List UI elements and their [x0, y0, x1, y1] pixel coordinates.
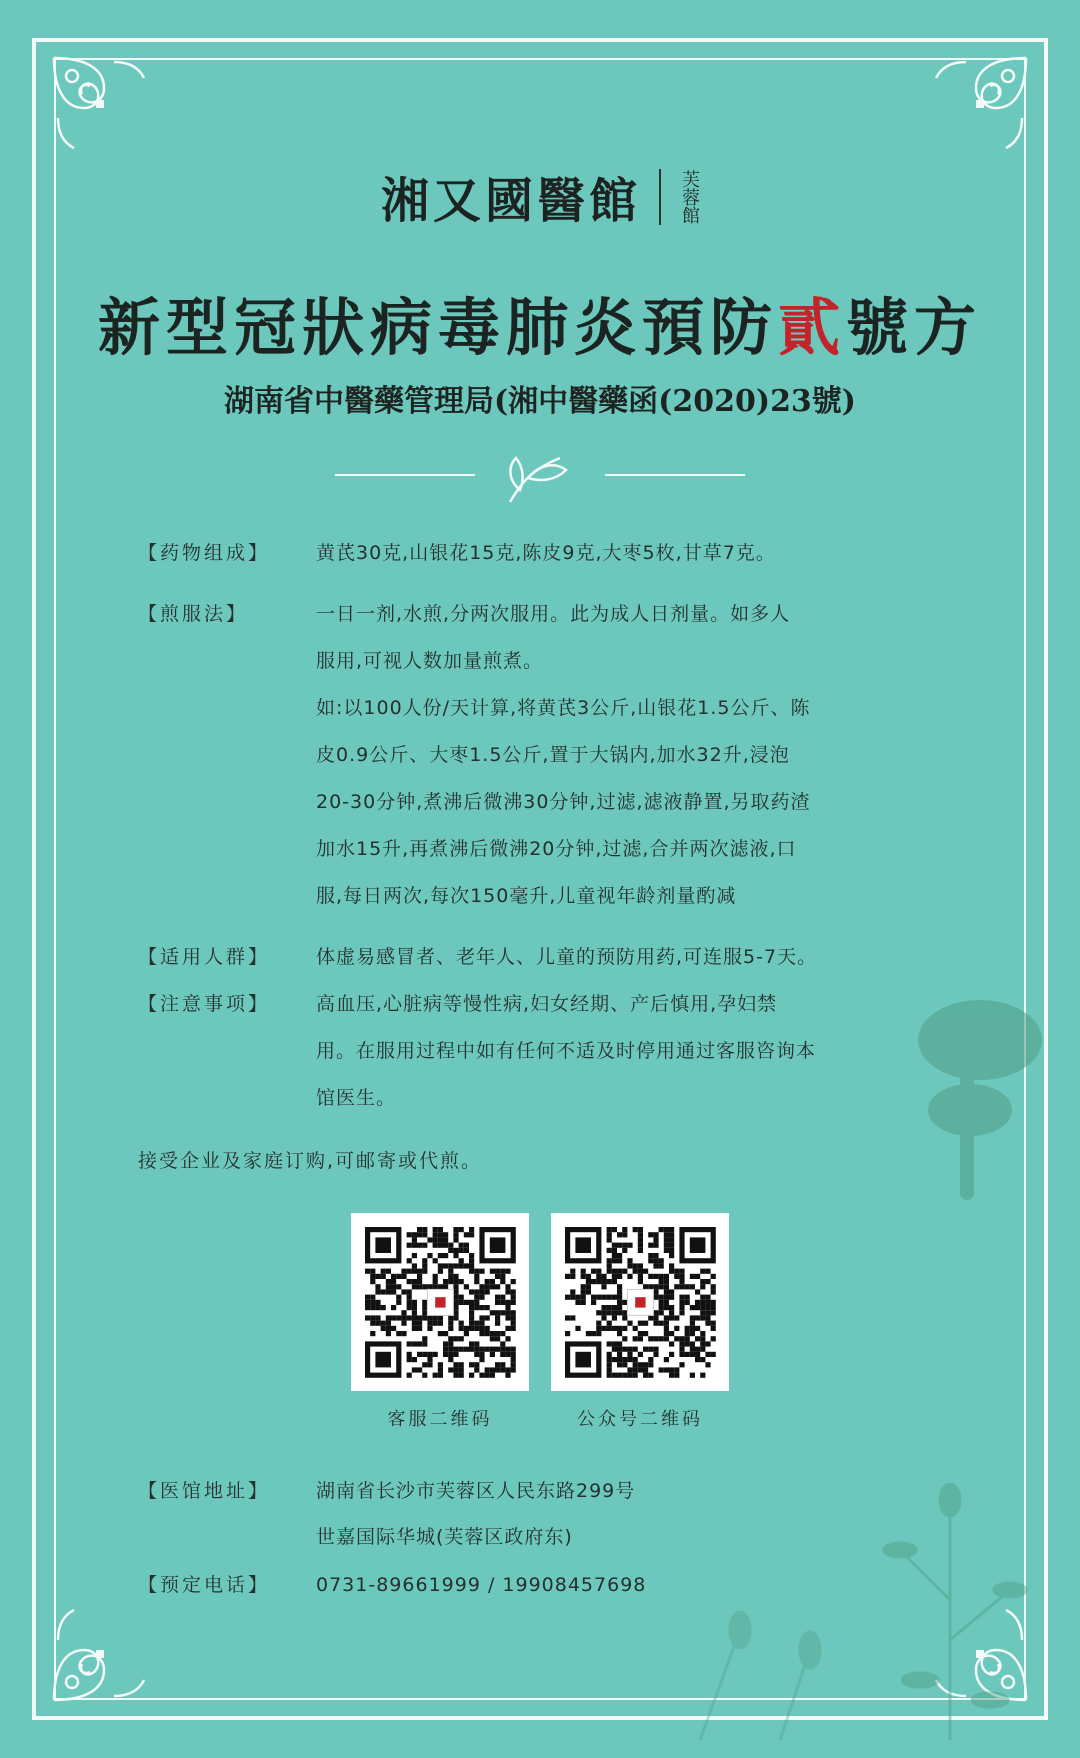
- decoction-text: [316, 591, 950, 920]
- decoction-line: 服,每日两次,每次150毫升,儿童视年龄剂量酌减: [316, 885, 737, 907]
- address-text: [316, 1468, 950, 1560]
- brand-name: 湘又國醫館: [380, 173, 641, 229]
- cautions-label: 【注意事项】: [138, 993, 271, 1015]
- decoction-line: 加水15升,再煮沸后微沸20分钟,过滤,合并两次滤液,口: [316, 838, 797, 860]
- decoction-line: 服用,可视人数加量煎煮。: [316, 650, 544, 672]
- qr-code-group: [0, 1213, 1080, 1431]
- phone-label: 【预定电话】: [138, 1574, 271, 1596]
- page-title: [0, 278, 1080, 367]
- decoction-line: 20-30分钟,煮沸后微沸30分钟,过滤,滤液静置,另取药渣: [316, 791, 811, 813]
- address-line: 湖南省长沙市芙蓉区人民东路299号: [316, 1480, 636, 1502]
- corner-ornament-icon: [44, 1590, 164, 1710]
- herb-plant-icon: [660, 1610, 860, 1740]
- brand-logo: [0, 162, 1080, 231]
- ingredients-text: 黄芪30克,山银花15克,陈皮9克,大枣5枚,甘草7克。: [316, 542, 776, 564]
- decoction-line: 皮0.9公斤、大枣1.5公斤,置于大锅内,加水32升,浸泡: [316, 744, 790, 766]
- qr-code-icon[interactable]: [551, 1213, 729, 1391]
- address-row: [138, 1468, 950, 1560]
- title-text-after: 號方: [846, 291, 983, 364]
- suitable-label: 【适用人群】: [138, 946, 271, 968]
- ingredients-label: 【药物组成】: [138, 542, 271, 564]
- herb-sprig-icon: [510, 458, 566, 502]
- cautions-row: [138, 981, 950, 1122]
- suitable-text: 体虚易感冒者、老年人、儿童的预防用药,可连服5-7天。: [316, 946, 818, 968]
- corner-ornament-icon: [44, 48, 164, 168]
- contact-info: [138, 1468, 950, 1608]
- cautions-line: 高血压,心脏病等慢性病,妇女经期、产后慎用,孕妇禁: [316, 993, 778, 1015]
- official-account-qr[interactable]: [551, 1213, 729, 1431]
- cautions-line: 用。在服用过程中如有任何不适及时停用通过客服咨询本: [316, 1040, 817, 1062]
- page-subtitle: 湖南省中醫藥管理局(湘中醫藥函(2020)23號): [223, 384, 857, 419]
- corner-ornament-icon: [916, 48, 1036, 168]
- cautions-text: [316, 981, 950, 1122]
- address-line: 世嘉国际华城(芙蓉区政府东): [316, 1526, 573, 1548]
- decoction-label: 【煎服法】: [138, 603, 249, 625]
- qr-caption: 公众号二维码: [577, 1409, 703, 1430]
- customer-service-qr[interactable]: [351, 1213, 529, 1431]
- qr-code-icon[interactable]: [351, 1213, 529, 1391]
- title-text-before: 新型冠狀病毒肺炎預防: [97, 291, 778, 364]
- suitable-row: [138, 934, 950, 981]
- address-label: 【医馆地址】: [138, 1480, 271, 1502]
- brand-branch: 芙蓉館: [679, 169, 700, 224]
- decoction-line: 如:以100人份/天计算,将黄芪3公斤,山银花1.5公斤、陈: [316, 697, 811, 719]
- ingredients-row: [138, 530, 950, 577]
- decoction-row: [138, 591, 950, 920]
- prescription-details: [138, 530, 950, 1185]
- phone-text[interactable]: 0731-89661999 / 19908457698: [316, 1574, 647, 1596]
- phone-row: [138, 1562, 950, 1608]
- decoction-line: 一日一剂,水煎,分两次服用。此为成人日剂量。如多人: [316, 603, 791, 625]
- cautions-line: 馆医生。: [316, 1087, 397, 1109]
- title-highlight: 貳: [777, 291, 846, 364]
- qr-caption: 客服二维码: [387, 1409, 493, 1430]
- decorative-divider: [0, 440, 1080, 510]
- logo-divider: [659, 169, 661, 225]
- order-note: 接受企业及家庭订购,可邮寄或代煎。: [138, 1150, 483, 1172]
